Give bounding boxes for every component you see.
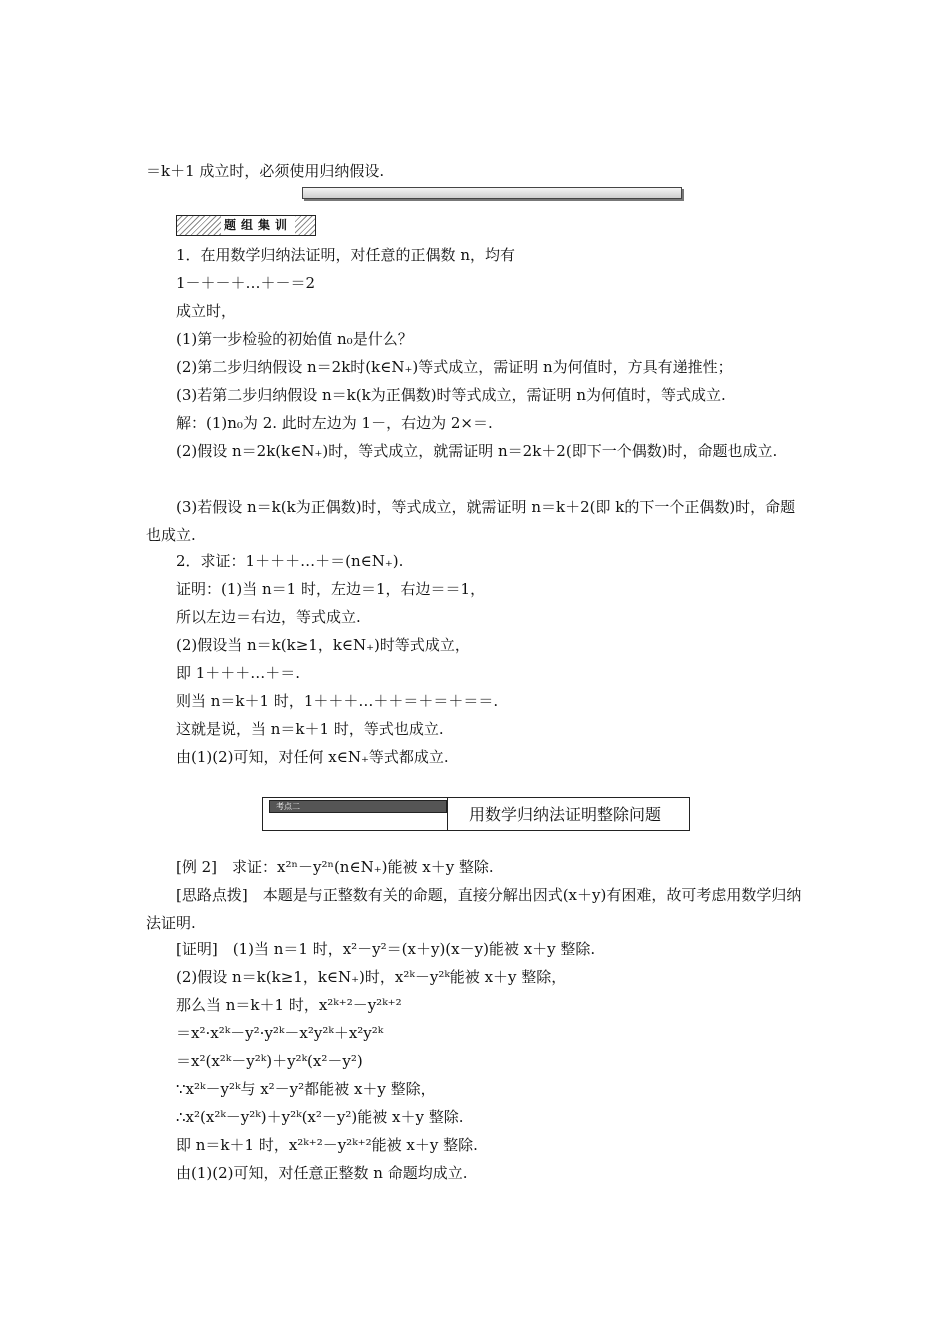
section-header xyxy=(262,797,690,831)
example-proof-1: [证明] (1)当 n＝1 时，x²－y²＝(x＋y)(x－y)能被 x＋y 整除. xyxy=(176,940,596,958)
question-1-part-1: (1)第一步检验的初始值 n₀是什么？ xyxy=(176,330,413,348)
example-proof-5: ＝x²(x²ᵏ－y²ᵏ)＋y²ᵏ(x²－y²) xyxy=(176,1052,363,1070)
group-practice-label: 题组集训 xyxy=(221,216,295,235)
proof-line-6: 这就是说，当 n＝k＋1 时，等式也成立. xyxy=(176,720,444,738)
proof-line-7: 由(1)(2)可知，对任何 x∈N₊等式都成立. xyxy=(176,748,449,766)
example-proof-4: ＝x²·x²ᵏ－y²·y²ᵏ－x²y²ᵏ＋x²y²ᵏ xyxy=(176,1024,384,1042)
example-2: [例 2] 求证：x²ⁿ－y²ⁿ(n∈N₊)能被 x＋y 整除. xyxy=(176,858,494,876)
group-practice-tag xyxy=(176,215,316,236)
question-1-equation: 1－＋－＋…＋－＝2 xyxy=(176,274,316,292)
section-title: 用数学归纳法证明整除问题 xyxy=(469,805,662,824)
example-proof-6: ∵x²ᵏ－y²ᵏ与 x²－y²都能被 x＋y 整除， xyxy=(176,1080,436,1098)
proof-line-5: 则当 n＝k＋1 时，1＋＋＋…＋＋＝＋＝＋＝＝. xyxy=(176,692,499,710)
example-proof-3: 那么当 n＝k＋1 时，x²ᵏ⁺²－y²ᵏ⁺² xyxy=(176,996,402,1014)
solution-1: 解：(1)n₀为 2. 此时左边为 1－，右边为 2×＝. xyxy=(176,414,493,432)
proof-line-1: 证明：(1)当 n＝1 时，左边＝1，右边＝＝1， xyxy=(176,580,486,598)
hint-text: [思路点拨] 本题是与正整数有关的命题，直接分解出因式(x＋y)有困难，故可考虑用数学归纳法证明. xyxy=(146,886,802,932)
example-proof-2: (2)假设 n＝k(k≥1，k∈N₊)时，x²ᵏ－y²ᵏ能被 x＋y 整除， xyxy=(176,968,567,986)
example-proof-9: 由(1)(2)可知，对任意正整数 n 命题均成立. xyxy=(176,1164,468,1182)
proof-line-2: 所以左边＝右边，等式成立. xyxy=(176,608,361,626)
example-proof-7: ∴x²(x²ᵏ－y²ᵏ)＋y²ᵏ(x²－y²)能被 x＋y 整除. xyxy=(176,1108,464,1126)
solution-3: (3)若假设 n＝k(k为正偶数)时，等式成立，就需证明 n＝k＋2(即 k的下一个正偶数)时，命题也成立. xyxy=(146,498,796,544)
section-tag: 考点二 xyxy=(269,800,447,813)
divider-bar xyxy=(302,187,682,199)
section-tag-cell xyxy=(263,798,448,830)
proof-line-3: (2)假设当 n＝k(k≥1，k∈N₊)时等式成立， xyxy=(176,636,470,654)
question-1-part-2: (2)第二步归纳假设 n＝2k时(k∈N₊)等式成立，需证明 n为何值时，方具有递推性； xyxy=(176,358,733,376)
question-1-part-3: (3)若第二步归纳假设 n＝k(k为正偶数)时等式成立，需证明 n为何值时，等式成立. xyxy=(176,386,726,404)
question-1-holds: 成立时， xyxy=(176,302,237,320)
solution-2: (2)假设 n＝2k(k∈N₊)时，等式成立，就需证明 n＝2k＋2(即下一个偶数)时，命题也成立. xyxy=(176,442,778,460)
question-1: 1．在用数学归纳法证明，对任意的正偶数 n，均有 xyxy=(176,246,515,264)
question-2: 2．求证：1＋＋＋…＋＝(n∈N₊). xyxy=(176,552,404,570)
proof-line-4: 即 1＋＋＋…＋＝. xyxy=(176,664,301,682)
example-proof-8: 即 n＝k＋1 时，x²ᵏ⁺²－y²ᵏ⁺²能被 x＋y 整除. xyxy=(176,1136,478,1154)
text-line: ＝k＋1 成立时，必须使用归纳假设. xyxy=(146,162,385,180)
